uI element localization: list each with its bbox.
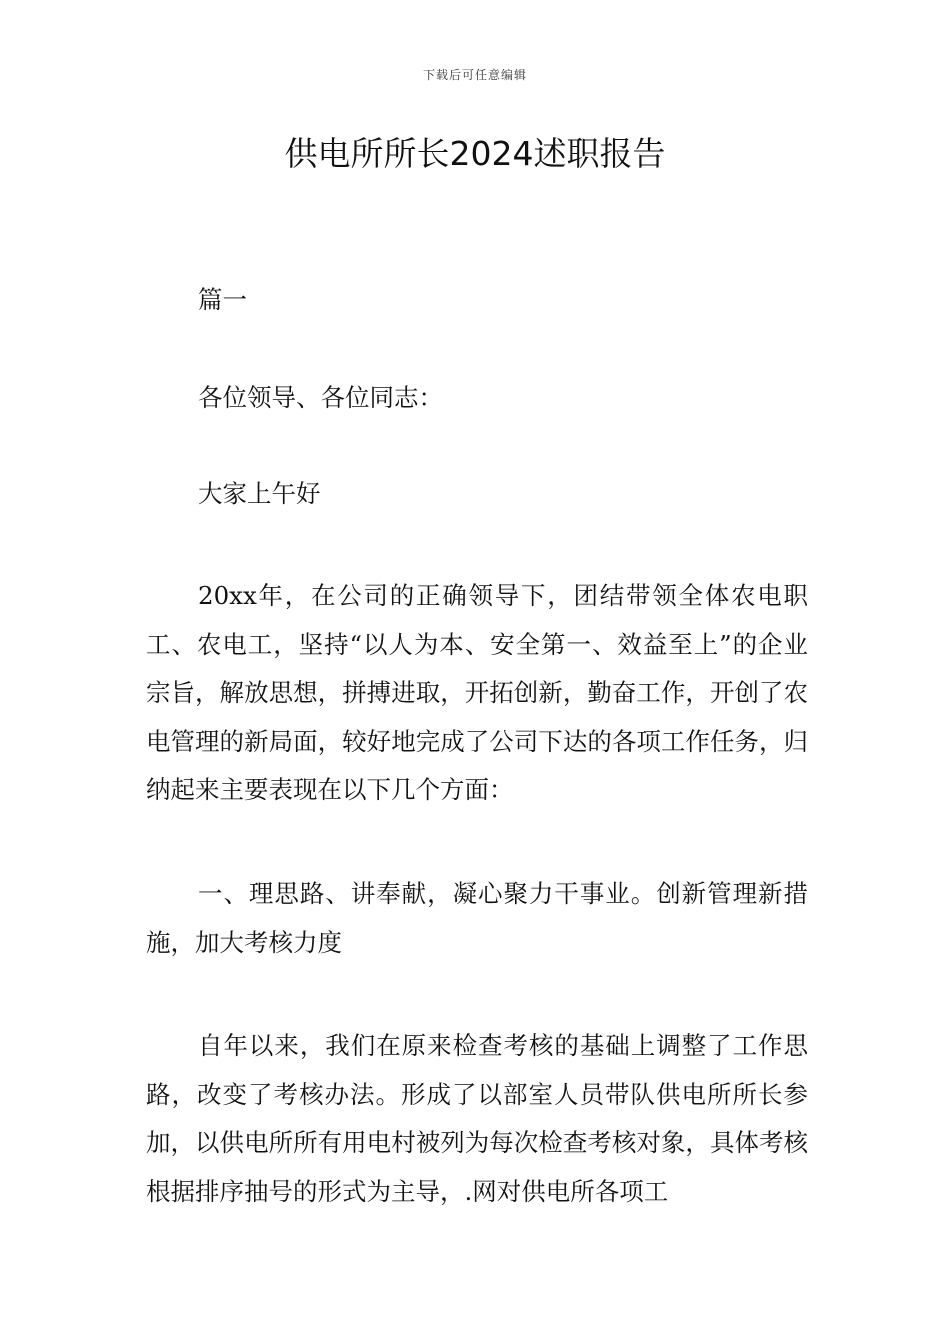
header-note: 下载后可任意编辑 (422, 68, 527, 82)
body-paragraph: 自年以来，我们在原来检查考核的基础上调整了工作思路，改变了考核办法。形成了以部室人员带队供电所所长参加，以供电所所有用电村被列为每次检查考核对象，具体考核根据排序抽号的形式为主导，.网对供电所各项工 (146, 1031, 808, 1206)
intro-paragraph: 20xx年，在公司的正确领导下，团结带领全体农电职工、农电工，坚持“以人为本、安全第一、效益至上”的企业宗旨，解放思想，拼搏进取，开拓创新，勤奋工作，开创了农电管理的新局面，较好地完成了公司下达的各项工作任务，归纳起来主要表现在以下几个方面： (146, 581, 808, 804)
greeting: 大家上午好 (198, 479, 321, 508)
section-heading-1: 一、理思路、讲奉献，凝心聚力干事业。创新管理新措施，加大考核力度 (146, 879, 808, 957)
page-title: 供电所所长2024述职报告 (284, 134, 666, 173)
salutation: 各位领导、各位同志： (198, 383, 443, 412)
section-label: 篇一 (198, 285, 247, 314)
